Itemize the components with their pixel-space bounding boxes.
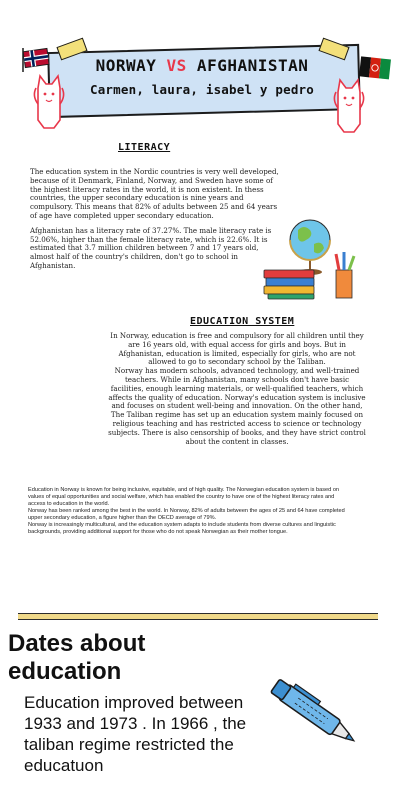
education-system-text (108, 332, 366, 452)
note-line: Norway has been ranked among the best in the world. In Norway, 82% of adults between the ages of 25 and 64 have completed upper secondary education, a figure higher than the OECD average of 79%. (28, 508, 345, 521)
page-title: NORWAY VS AFGHANISTAN (95, 56, 309, 75)
dates-heading: Dates about education (8, 630, 146, 685)
literacy-paragraph: Afghanistan has a literacy rate of 37.27%. The male literacy rate is 52.06%, higher than the female literacy rate, which is 22.6%. It is estimated that 3.7 million children between 7 and 17 years old, almost half of the country's children, don't go to school in Afghanistan. (30, 225, 272, 270)
education-system-heading: EDUCATION SYSTEM (190, 316, 295, 327)
authors-subtitle: Carmen, laura, isabel y pedro (89, 82, 315, 97)
education-system-paragraph: Norway has modern schools, advanced technology, and well-trained teachers. While in Afghanistan, many schools don't have basic facilities, enough learning materials, or well-qualified teachers, which affects the quality of education. Norway's education system is inclusive and focuses on student well-being and innovation. On the other hand, The Taliban regime has set up an education system mainly focused on religious teaching and has restricted access to science or technology subjects. There is also censorship of books, and they have strict control about the content in classes. (108, 366, 366, 446)
cat-mascot-icon (30, 70, 68, 132)
marker-pen-icon (262, 672, 366, 756)
literacy-paragraph: The education system in the Nordic countries is very well developed, because of it Denmark, Finland, Norway, and Sweden have some of the highest literacy rates in the world, it is non existent. In thess countries, the upper secondary education is nine years and compulsory. This means that 82% of adults between 25 and 64 years of age have completed upper secondary education. (30, 167, 279, 220)
section-divider (18, 613, 378, 620)
norway-education-note (28, 487, 346, 536)
globe-books-icon (262, 214, 358, 300)
note-line: Norway is increasingly multicultural, and the education system adapts to include students from diverse cultures and linguistic backgrounds, providing additional support for those who do not speak Norwegian as their mother tongue. (28, 522, 336, 535)
vs-label: VS (166, 56, 187, 75)
education-system-paragraph: In Norway, education is free and compulsory for all children until they are 16 years old, with equal access for girls and boys. But in Afghanistan, education is limited, especially for girls, who are not allowed to go to secondary school by the Taliban. (110, 331, 364, 367)
literacy-text (30, 168, 280, 277)
cat-mascot-icon (330, 74, 368, 136)
dates-text: Education improved between 1933 and 1973 . In 1966 , the taliban regime restricted the educatuon (24, 693, 247, 775)
note-line: Education in Norway is known for being inclusive, equitable, and of high quality. The Norwegian education system is based on values of equal opportunities and social welfare, which has enabled the country to have one of the highest literacy rates and access to education in the world. (28, 487, 340, 507)
literacy-heading: LITERACY (118, 142, 171, 153)
norway-flag-icon (20, 46, 50, 72)
